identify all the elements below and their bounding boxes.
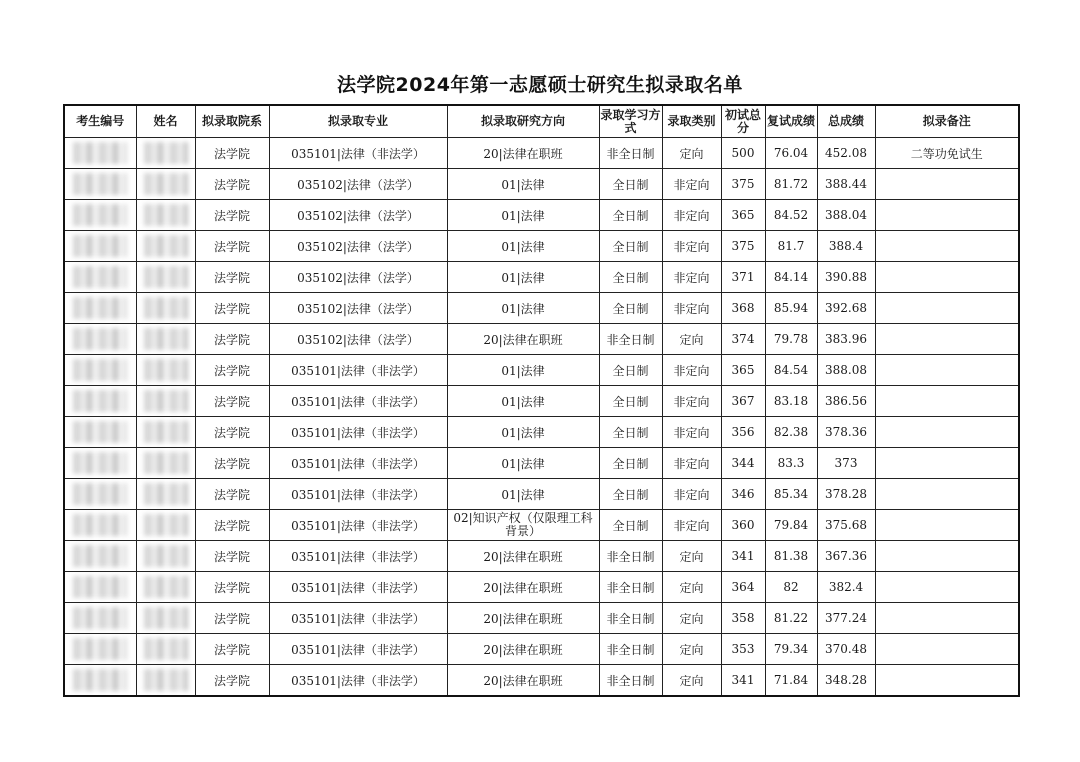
redaction-blur bbox=[144, 390, 188, 412]
exam-number-cell-redacted bbox=[64, 355, 136, 386]
redaction-blur bbox=[144, 328, 188, 350]
research-direction-cell: 01|法律 bbox=[447, 262, 599, 293]
exam-number-cell-redacted bbox=[64, 231, 136, 262]
name-cell-redacted bbox=[136, 169, 195, 200]
major-cell: 035102|法律（法学） bbox=[269, 293, 447, 324]
research-direction-cell: 01|法律 bbox=[447, 479, 599, 510]
table-row bbox=[64, 138, 1019, 169]
study-mode-cell: 非全日制 bbox=[599, 572, 662, 603]
total-score-cell: 386.56 bbox=[817, 386, 875, 417]
table-row bbox=[64, 448, 1019, 479]
study-mode-cell: 全日制 bbox=[599, 417, 662, 448]
table-row bbox=[64, 634, 1019, 665]
redaction-blur bbox=[144, 173, 188, 195]
exam-number-cell-redacted bbox=[64, 262, 136, 293]
category-cell: 非定向 bbox=[662, 262, 721, 293]
research-direction-cell: 01|法律 bbox=[447, 169, 599, 200]
department-cell: 法学院 bbox=[195, 231, 269, 262]
name-cell-redacted bbox=[136, 572, 195, 603]
study-mode-cell: 全日制 bbox=[599, 231, 662, 262]
exam-number-cell-redacted bbox=[64, 603, 136, 634]
retest-score-cell: 82.38 bbox=[765, 417, 817, 448]
table-row bbox=[64, 417, 1019, 448]
department-cell: 法学院 bbox=[195, 324, 269, 355]
major-cell: 035101|法律（非法学） bbox=[269, 572, 447, 603]
retest-score-cell: 81.7 bbox=[765, 231, 817, 262]
note-cell bbox=[875, 479, 1019, 510]
retest-score-cell: 84.52 bbox=[765, 200, 817, 231]
exam-number-cell-redacted bbox=[64, 572, 136, 603]
category-cell: 定向 bbox=[662, 634, 721, 665]
study-mode-cell: 全日制 bbox=[599, 386, 662, 417]
retest-score-cell: 83.18 bbox=[765, 386, 817, 417]
redaction-blur bbox=[144, 421, 188, 443]
redaction-blur bbox=[144, 142, 188, 164]
table-row bbox=[64, 479, 1019, 510]
initial-score-cell: 368 bbox=[721, 293, 765, 324]
category-cell: 非定向 bbox=[662, 386, 721, 417]
research-direction-cell: 20|法律在职班 bbox=[447, 138, 599, 169]
department-cell: 法学院 bbox=[195, 634, 269, 665]
major-cell: 035102|法律（法学） bbox=[269, 169, 447, 200]
exam-number-cell-redacted bbox=[64, 541, 136, 572]
total-score-cell: 377.24 bbox=[817, 603, 875, 634]
exam-number-cell-redacted bbox=[64, 200, 136, 231]
name-cell-redacted bbox=[136, 665, 195, 697]
total-score-cell: 348.28 bbox=[817, 665, 875, 697]
header-initial-score: 初试总分 bbox=[721, 105, 765, 138]
redaction-blur bbox=[144, 545, 188, 567]
header-name: 姓名 bbox=[136, 105, 195, 138]
note-cell bbox=[875, 634, 1019, 665]
redaction-blur bbox=[144, 514, 188, 536]
category-cell: 非定向 bbox=[662, 231, 721, 262]
header-major: 拟录取专业 bbox=[269, 105, 447, 138]
total-score-cell: 367.36 bbox=[817, 541, 875, 572]
admission-table-container bbox=[63, 104, 1018, 697]
redaction-blur bbox=[73, 390, 127, 412]
table-row bbox=[64, 293, 1019, 324]
table-row bbox=[64, 200, 1019, 231]
name-cell-redacted bbox=[136, 510, 195, 541]
redaction-blur bbox=[73, 173, 127, 195]
major-cell: 035101|法律（非法学） bbox=[269, 510, 447, 541]
total-score-cell: 382.4 bbox=[817, 572, 875, 603]
header-study-mode: 录取学习方式 bbox=[599, 105, 662, 138]
study-mode-cell: 非全日制 bbox=[599, 665, 662, 697]
note-cell bbox=[875, 665, 1019, 697]
redaction-blur bbox=[73, 607, 127, 629]
category-cell: 非定向 bbox=[662, 479, 721, 510]
exam-number-cell-redacted bbox=[64, 510, 136, 541]
study-mode-cell: 全日制 bbox=[599, 510, 662, 541]
category-cell: 非定向 bbox=[662, 293, 721, 324]
redaction-blur bbox=[73, 421, 127, 443]
exam-number-cell-redacted bbox=[64, 634, 136, 665]
redaction-blur bbox=[73, 359, 127, 381]
header-research-direction: 拟录取研究方向 bbox=[447, 105, 599, 138]
name-cell-redacted bbox=[136, 541, 195, 572]
redaction-blur bbox=[144, 204, 188, 226]
major-cell: 035101|法律（非法学） bbox=[269, 634, 447, 665]
department-cell: 法学院 bbox=[195, 355, 269, 386]
header-exam-number: 考生编号 bbox=[64, 105, 136, 138]
table-row bbox=[64, 262, 1019, 293]
retest-score-cell: 82 bbox=[765, 572, 817, 603]
department-cell: 法学院 bbox=[195, 541, 269, 572]
retest-score-cell: 79.78 bbox=[765, 324, 817, 355]
initial-score-cell: 500 bbox=[721, 138, 765, 169]
study-mode-cell: 全日制 bbox=[599, 355, 662, 386]
research-direction-cell: 01|法律 bbox=[447, 355, 599, 386]
redaction-blur bbox=[73, 514, 127, 536]
table-row bbox=[64, 541, 1019, 572]
redaction-blur bbox=[73, 483, 127, 505]
header-total-score: 总成绩 bbox=[817, 105, 875, 138]
major-cell: 035102|法律（法学） bbox=[269, 200, 447, 231]
department-cell: 法学院 bbox=[195, 417, 269, 448]
major-cell: 035101|法律（非法学） bbox=[269, 386, 447, 417]
total-score-cell: 392.68 bbox=[817, 293, 875, 324]
table-body bbox=[64, 138, 1019, 697]
research-direction-cell: 01|法律 bbox=[447, 417, 599, 448]
exam-number-cell-redacted bbox=[64, 138, 136, 169]
department-cell: 法学院 bbox=[195, 262, 269, 293]
name-cell-redacted bbox=[136, 262, 195, 293]
exam-number-cell-redacted bbox=[64, 386, 136, 417]
category-cell: 非定向 bbox=[662, 200, 721, 231]
retest-score-cell: 71.84 bbox=[765, 665, 817, 697]
header-retest-score: 复试成绩 bbox=[765, 105, 817, 138]
major-cell: 035101|法律（非法学） bbox=[269, 603, 447, 634]
department-cell: 法学院 bbox=[195, 572, 269, 603]
name-cell-redacted bbox=[136, 324, 195, 355]
redaction-blur bbox=[73, 204, 127, 226]
study-mode-cell: 全日制 bbox=[599, 200, 662, 231]
redaction-blur bbox=[144, 576, 188, 598]
retest-score-cell: 84.54 bbox=[765, 355, 817, 386]
department-cell: 法学院 bbox=[195, 169, 269, 200]
retest-score-cell: 85.94 bbox=[765, 293, 817, 324]
total-score-cell: 373 bbox=[817, 448, 875, 479]
table-row bbox=[64, 572, 1019, 603]
redaction-blur bbox=[73, 142, 127, 164]
redaction-blur bbox=[73, 638, 127, 660]
redaction-blur bbox=[73, 576, 127, 598]
redaction-blur bbox=[144, 669, 188, 691]
major-cell: 035102|法律（法学） bbox=[269, 324, 447, 355]
table-row bbox=[64, 386, 1019, 417]
total-score-cell: 370.48 bbox=[817, 634, 875, 665]
name-cell-redacted bbox=[136, 386, 195, 417]
redaction-blur bbox=[144, 607, 188, 629]
redaction-blur bbox=[144, 359, 188, 381]
header-note: 拟录备注 bbox=[875, 105, 1019, 138]
research-direction-cell: 01|法律 bbox=[447, 293, 599, 324]
study-mode-cell: 全日制 bbox=[599, 293, 662, 324]
header-category: 录取类别 bbox=[662, 105, 721, 138]
research-direction-cell: 20|法律在职班 bbox=[447, 324, 599, 355]
research-direction-cell: 01|法律 bbox=[447, 200, 599, 231]
redaction-blur bbox=[144, 297, 188, 319]
major-cell: 035101|法律（非法学） bbox=[269, 541, 447, 572]
table-row bbox=[64, 169, 1019, 200]
total-score-cell: 452.08 bbox=[817, 138, 875, 169]
initial-score-cell: 341 bbox=[721, 541, 765, 572]
retest-score-cell: 83.3 bbox=[765, 448, 817, 479]
table-row bbox=[64, 231, 1019, 262]
note-cell bbox=[875, 169, 1019, 200]
name-cell-redacted bbox=[136, 293, 195, 324]
major-cell: 035101|法律（非法学） bbox=[269, 479, 447, 510]
research-direction-cell: 20|法律在职班 bbox=[447, 572, 599, 603]
category-cell: 非定向 bbox=[662, 510, 721, 541]
category-cell: 非定向 bbox=[662, 355, 721, 386]
retest-score-cell: 79.34 bbox=[765, 634, 817, 665]
note-cell bbox=[875, 324, 1019, 355]
initial-score-cell: 365 bbox=[721, 355, 765, 386]
exam-number-cell-redacted bbox=[64, 293, 136, 324]
department-cell: 法学院 bbox=[195, 603, 269, 634]
major-cell: 035102|法律（法学） bbox=[269, 262, 447, 293]
category-cell: 定向 bbox=[662, 138, 721, 169]
initial-score-cell: 367 bbox=[721, 386, 765, 417]
major-cell: 035101|法律（非法学） bbox=[269, 665, 447, 697]
research-direction-cell: 01|法律 bbox=[447, 448, 599, 479]
total-score-cell: 388.44 bbox=[817, 169, 875, 200]
table-row bbox=[64, 603, 1019, 634]
total-score-cell: 383.96 bbox=[817, 324, 875, 355]
initial-score-cell: 375 bbox=[721, 169, 765, 200]
redaction-blur bbox=[73, 328, 127, 350]
department-cell: 法学院 bbox=[195, 200, 269, 231]
note-cell bbox=[875, 572, 1019, 603]
exam-number-cell-redacted bbox=[64, 665, 136, 697]
retest-score-cell: 79.84 bbox=[765, 510, 817, 541]
name-cell-redacted bbox=[136, 231, 195, 262]
department-cell: 法学院 bbox=[195, 448, 269, 479]
redaction-blur bbox=[73, 235, 127, 257]
note-cell bbox=[875, 262, 1019, 293]
study-mode-cell: 全日制 bbox=[599, 448, 662, 479]
study-mode-cell: 非全日制 bbox=[599, 541, 662, 572]
major-cell: 035101|法律（非法学） bbox=[269, 448, 447, 479]
header-department: 拟录取院系 bbox=[195, 105, 269, 138]
department-cell: 法学院 bbox=[195, 665, 269, 697]
research-direction-cell: 02|知识产权（仅限理工科背景） bbox=[447, 510, 599, 541]
note-cell bbox=[875, 417, 1019, 448]
category-cell: 定向 bbox=[662, 572, 721, 603]
initial-score-cell: 353 bbox=[721, 634, 765, 665]
initial-score-cell: 375 bbox=[721, 231, 765, 262]
note-cell: 二等功免试生 bbox=[875, 138, 1019, 169]
category-cell: 定向 bbox=[662, 324, 721, 355]
total-score-cell: 375.68 bbox=[817, 510, 875, 541]
name-cell-redacted bbox=[136, 355, 195, 386]
note-cell bbox=[875, 510, 1019, 541]
retest-score-cell: 81.38 bbox=[765, 541, 817, 572]
redaction-blur bbox=[144, 452, 188, 474]
research-direction-cell: 20|法律在职班 bbox=[447, 665, 599, 697]
department-cell: 法学院 bbox=[195, 479, 269, 510]
major-cell: 035101|法律（非法学） bbox=[269, 417, 447, 448]
exam-number-cell-redacted bbox=[64, 324, 136, 355]
note-cell bbox=[875, 293, 1019, 324]
table-row bbox=[64, 665, 1019, 697]
table-row bbox=[64, 510, 1019, 541]
initial-score-cell: 371 bbox=[721, 262, 765, 293]
total-score-cell: 388.4 bbox=[817, 231, 875, 262]
table-row bbox=[64, 324, 1019, 355]
redaction-blur bbox=[73, 452, 127, 474]
study-mode-cell: 非全日制 bbox=[599, 603, 662, 634]
category-cell: 非定向 bbox=[662, 169, 721, 200]
retest-score-cell: 76.04 bbox=[765, 138, 817, 169]
initial-score-cell: 365 bbox=[721, 200, 765, 231]
name-cell-redacted bbox=[136, 479, 195, 510]
total-score-cell: 378.36 bbox=[817, 417, 875, 448]
retest-score-cell: 85.34 bbox=[765, 479, 817, 510]
admission-table bbox=[63, 104, 1020, 697]
note-cell bbox=[875, 355, 1019, 386]
total-score-cell: 388.04 bbox=[817, 200, 875, 231]
study-mode-cell: 全日制 bbox=[599, 262, 662, 293]
department-cell: 法学院 bbox=[195, 510, 269, 541]
major-cell: 035101|法律（非法学） bbox=[269, 138, 447, 169]
redaction-blur bbox=[73, 545, 127, 567]
total-score-cell: 378.28 bbox=[817, 479, 875, 510]
note-cell bbox=[875, 603, 1019, 634]
initial-score-cell: 358 bbox=[721, 603, 765, 634]
initial-score-cell: 360 bbox=[721, 510, 765, 541]
study-mode-cell: 非全日制 bbox=[599, 138, 662, 169]
research-direction-cell: 20|法律在职班 bbox=[447, 603, 599, 634]
note-cell bbox=[875, 448, 1019, 479]
study-mode-cell: 非全日制 bbox=[599, 324, 662, 355]
initial-score-cell: 341 bbox=[721, 665, 765, 697]
department-cell: 法学院 bbox=[195, 386, 269, 417]
major-cell: 035102|法律（法学） bbox=[269, 231, 447, 262]
redaction-blur bbox=[73, 266, 127, 288]
note-cell bbox=[875, 541, 1019, 572]
category-cell: 非定向 bbox=[662, 417, 721, 448]
initial-score-cell: 344 bbox=[721, 448, 765, 479]
exam-number-cell-redacted bbox=[64, 169, 136, 200]
note-cell bbox=[875, 386, 1019, 417]
name-cell-redacted bbox=[136, 448, 195, 479]
redaction-blur bbox=[73, 297, 127, 319]
category-cell: 定向 bbox=[662, 665, 721, 697]
category-cell: 定向 bbox=[662, 603, 721, 634]
retest-score-cell: 84.14 bbox=[765, 262, 817, 293]
retest-score-cell: 81.22 bbox=[765, 603, 817, 634]
initial-score-cell: 346 bbox=[721, 479, 765, 510]
retest-score-cell: 81.72 bbox=[765, 169, 817, 200]
exam-number-cell-redacted bbox=[64, 448, 136, 479]
initial-score-cell: 374 bbox=[721, 324, 765, 355]
name-cell-redacted bbox=[136, 603, 195, 634]
category-cell: 定向 bbox=[662, 541, 721, 572]
note-cell bbox=[875, 200, 1019, 231]
exam-number-cell-redacted bbox=[64, 479, 136, 510]
initial-score-cell: 356 bbox=[721, 417, 765, 448]
study-mode-cell: 全日制 bbox=[599, 479, 662, 510]
redaction-blur bbox=[144, 483, 188, 505]
research-direction-cell: 01|法律 bbox=[447, 231, 599, 262]
redaction-blur bbox=[73, 669, 127, 691]
name-cell-redacted bbox=[136, 634, 195, 665]
research-direction-cell: 20|法律在职班 bbox=[447, 634, 599, 665]
header-row bbox=[64, 105, 1019, 138]
redaction-blur bbox=[144, 235, 188, 257]
redaction-blur bbox=[144, 266, 188, 288]
department-cell: 法学院 bbox=[195, 138, 269, 169]
document-title: 法学院2024年第一志愿硕士研究生拟录取名单 bbox=[337, 74, 743, 96]
name-cell-redacted bbox=[136, 200, 195, 231]
department-cell: 法学院 bbox=[195, 293, 269, 324]
name-cell-redacted bbox=[136, 417, 195, 448]
exam-number-cell-redacted bbox=[64, 417, 136, 448]
study-mode-cell: 全日制 bbox=[599, 169, 662, 200]
total-score-cell: 390.88 bbox=[817, 262, 875, 293]
category-cell: 非定向 bbox=[662, 448, 721, 479]
note-cell bbox=[875, 231, 1019, 262]
initial-score-cell: 364 bbox=[721, 572, 765, 603]
name-cell-redacted bbox=[136, 138, 195, 169]
table-row bbox=[64, 355, 1019, 386]
study-mode-cell: 非全日制 bbox=[599, 634, 662, 665]
research-direction-cell: 01|法律 bbox=[447, 386, 599, 417]
major-cell: 035101|法律（非法学） bbox=[269, 355, 447, 386]
research-direction-cell: 20|法律在职班 bbox=[447, 541, 599, 572]
total-score-cell: 388.08 bbox=[817, 355, 875, 386]
redaction-blur bbox=[144, 638, 188, 660]
